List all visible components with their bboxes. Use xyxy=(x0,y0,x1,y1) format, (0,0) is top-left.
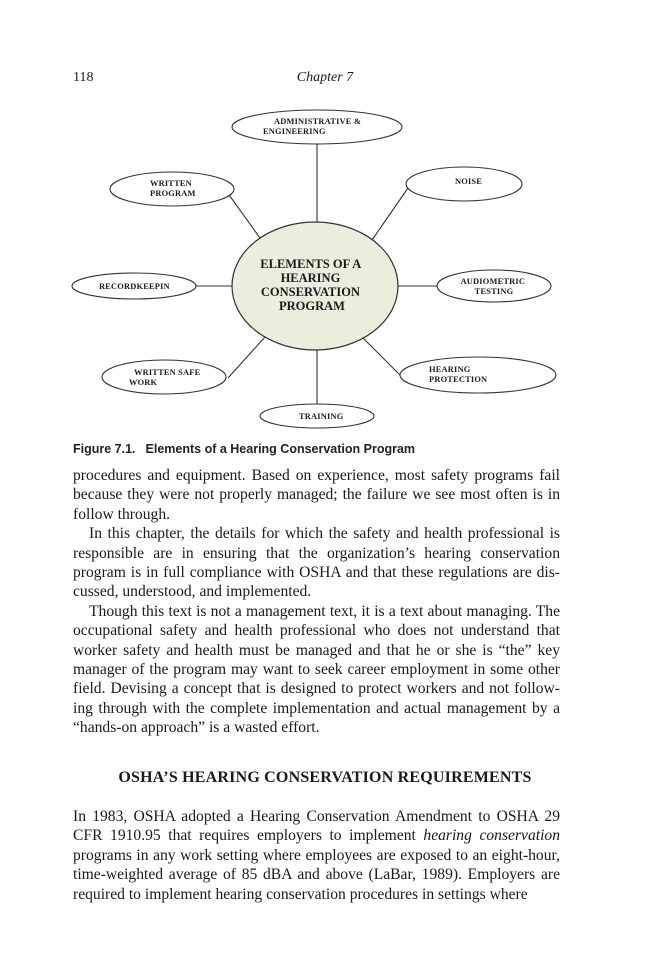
body-paragraph-2: In this chapter, the details for which the safety and health professional is responsible are in ensuring that the organization’s hearing conservation program is in full compliance with OSHA and that these regulations are discussed, understood, and implemented. xyxy=(73,525,560,601)
node-admin-label: ADMINISTRATIVE & ENGINEERING xyxy=(263,117,362,136)
connector-noise xyxy=(372,188,408,240)
body-text xyxy=(73,466,560,738)
center-label: ELEMENTS OF A HEARING CONSERVATION PROGRAM xyxy=(260,257,361,313)
page-number: 118 xyxy=(73,70,94,85)
section-paragraph-1: In 1983, OSHA adopted a Hearing Conservation Amendment to OSHA 29 CFR 1910.95 that requires employers to implement hearing conservation programs in any work setting where employees are exposed to an eight-hour, time-weighted average of 85 dBA and above (LaBar, 1989). Employers are required to implement hearing conservation procedures in settings where xyxy=(73,808,560,903)
running-head: Chapter 7 xyxy=(296,70,354,85)
figure-title: Elements of a Hearing Conservation Program xyxy=(145,442,416,456)
connector-written-program xyxy=(227,192,265,245)
node-training-label: TRAINING xyxy=(299,412,344,421)
hearing-conservation-diagram xyxy=(0,0,650,440)
node-written-safe-work-label: WRITTEN SAFE WORK xyxy=(129,368,201,387)
section-text xyxy=(73,807,560,904)
section-heading: OSHA’S HEARING CONSERVATION REQUIREMENTS xyxy=(118,769,532,786)
figure-number: Figure 7.1. xyxy=(73,442,136,456)
node-audiometric-label: AUDIOMETRIC TESTING xyxy=(460,277,526,296)
connector-hearing-protection xyxy=(362,337,400,375)
node-audiometric-ellipse xyxy=(437,270,551,302)
node-written-program-label: WRITTEN PROGRAM xyxy=(150,179,196,198)
node-noise-label: NOISE xyxy=(455,177,483,186)
body-paragraph-3: Though this text is not a management text, it is a text about managing. The occupational safety and health professional who does not understand that worker safety and health must be managed and that he or she is “the” key manager of the program may want to seek career employment in some other field. Devising a concept that is designed to protect workers and not following through with the complete implementation and actual management by a “hands-on approach” is a wasted effort. xyxy=(73,602,560,737)
body-paragraph-1: procedures and equipment. Based on experience, most safety programs fail because they were not properly managed; the failure we see most often is in follow through. xyxy=(73,467,560,523)
connector-written-safe-work xyxy=(228,337,265,378)
figure-caption xyxy=(73,442,415,456)
node-recordkeeping-label: RECORDKEEPIN xyxy=(99,282,170,291)
node-hearing-protection-label: HEARING PROTECTION xyxy=(429,365,488,384)
node-written-safe-work-ellipse xyxy=(102,360,226,394)
